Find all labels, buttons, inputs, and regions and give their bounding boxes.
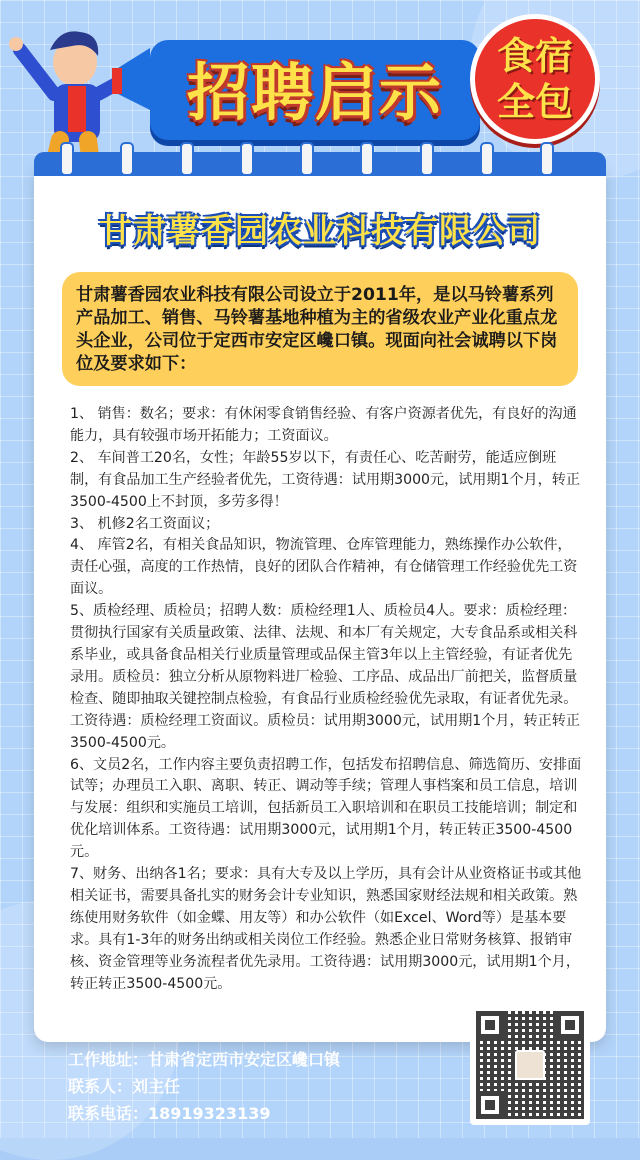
binder-ring [120,142,134,176]
avatar [515,1050,545,1080]
contact-info [68,1046,488,1127]
qr-pattern [476,1011,584,1119]
contact-person: 联系人：刘主任 [68,1077,181,1096]
company-intro: 甘肃薯香园农业科技有限公司设立于2011年，是以马铃薯系列产品加工、销售、马铃薯基地种植为主的省级农业产业化重点龙头企业，公司位于定西市安定区巉口镇。现面向社会诚聘以下岗位及要求如下： [62,272,578,386]
binder-ring [300,142,314,176]
qr-finder [476,1011,504,1039]
page-title: 招聘启示 [186,55,443,129]
contact-phone[interactable]: 联系电话：18919323139 [68,1104,271,1123]
job-item: 3、 机修2名工资面议； [70,515,220,532]
job-item: 7、财务、出纳各1名；要求：具有大专及以上学历，具有会计从业资格证书或其他相关证书，需要具备扎实的财务会计专业知识，熟悉国家财经法规和相关政策。熟练使用财务软件（如金蝶、用友等）和办公软件（如Excel、Word等）是基本要求。具有1-3年的财务出纳或相关岗位工作经验。熟悉企业日常财务核算、报销审核、资金管理等业务流程者优先录用。工资待遇：试用期3000元，试用期1个月，转正转正3500-4500元。 [70,866,582,992]
binder-ring [480,142,494,176]
job-requirements [70,404,582,995]
badge-line-2: 全包 [496,80,573,124]
job-item: 1、 销售：数名；要求：有休闲零食销售经验、有客户资源者优先，有良好的沟通能力，具有较强市场开拓能力；工资面议。 [70,406,577,444]
qr-code-icon[interactable] [470,1005,590,1125]
qr-finder [556,1011,584,1039]
work-address: 工作地址：甘肃省定西市安定区巉口镇 [68,1050,341,1069]
binder-ring [180,142,194,176]
binder-ring [360,142,374,176]
job-item: 6、文员2名，工作内容主要负责招聘工作，包括发布招聘信息、筛选简历、安排面试等；办理员工入职、离职、转正、调动等手续；管理人事档案和员工信息，培训与发展：组织和实施员工培训，包括新员工入职培训和在职员工技能培训；制定和优化培训体系。工资待遇：试用期3000元，试用期1个月，转正转正3500-4500元。 [70,756,582,861]
binder-ring [60,142,74,176]
binder-ring [420,142,434,176]
binder-ring [240,142,254,176]
food-lodging-badge [470,14,600,144]
binder-ring [540,142,554,176]
company-name: 甘肃薯香园农业科技有限公司 [99,211,541,250]
job-item: 5、质检经理、质检员；招聘人数：质检经理1人、质检员4人。要求：质检经理：贯彻执行国家有关质量政策、法律、法规、和本厂有关规定，大专食品系或相关科系毕业，或具备食品相关行业质量管理或品保主管3年以上主管经验，有证者优先录用。质检员：独立分析从原物料进厂检验、工序品、成品出厂前把关，监督质量检查、随即抽取关键控制点检验，有食品行业质检经验优先录取，有证者优先录。工资待遇：质检经理工资面议。质检员：试用期3000元，试用期1个月，转正转正3500-4500元。 [70,603,580,751]
qr-finder [476,1091,504,1119]
job-item: 4、 库管2名，有相关食品知识，物流管理、仓库管理能力，熟练操作办公软件，责任心强，高度的工作热情，良好的团队合作精神，有仓储管理工作经验优先工资面议。 [70,537,578,598]
job-item: 2、 车间普工20名，女性；年龄55岁以下，有责任心、吃苦耐劳，能适应倒班制，有食品加工生产经验者优先，工资待遇：试用期3000元，试用期1个月，转正3500-4500上不封顶，多劳多得！ [70,449,580,510]
badge-line-1: 食宿 [496,34,573,78]
